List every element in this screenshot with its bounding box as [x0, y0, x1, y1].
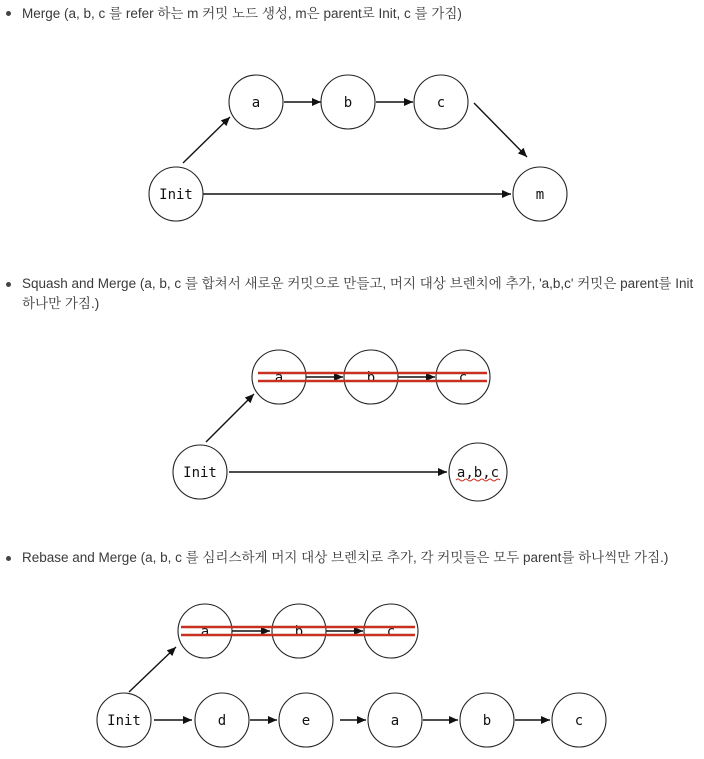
node-abc-label: a,b,c	[456, 465, 500, 481]
node-b-label: b	[366, 370, 376, 386]
squash-diagram	[173, 350, 507, 501]
edge-init-a	[183, 117, 230, 163]
node-init-label: Init	[107, 713, 141, 729]
node-a-label: a	[251, 95, 261, 111]
node-b-new-label: b	[482, 713, 492, 729]
node-init-label: Init	[159, 187, 193, 203]
node-e-label: e	[301, 713, 311, 729]
node-d-label: d	[217, 713, 227, 729]
node-b-old-label: b	[294, 624, 304, 640]
node-a-new-label: a	[390, 713, 400, 729]
node-m-label: m	[535, 187, 545, 203]
edge-init-a	[206, 394, 254, 442]
node-c-old-label: c	[386, 624, 396, 640]
node-c-label: c	[436, 95, 446, 111]
node-c-label: c	[458, 370, 468, 386]
section-rebase-text: Rebase and Merge (a, b, c 를 심리스하게 머지 대상 브렌치로 추가, 각 커밋들은 모두 parent를 하나씩만 가짐.)	[22, 550, 669, 565]
merge-diagram	[149, 75, 567, 221]
section-merge-text: Merge (a, b, c 를 refer 하는 m 커밋 노드 생성, m은 parent로 Init, c 를 가짐)	[22, 6, 462, 21]
edge-c-m	[474, 103, 527, 157]
rebase-diagram	[97, 604, 606, 747]
node-init-label: Init	[183, 465, 217, 481]
node-a-label: a	[274, 370, 284, 386]
node-b-label: b	[343, 95, 353, 111]
node-a-old-label: a	[200, 624, 210, 640]
node-c-new-label: c	[574, 713, 584, 729]
edge-init-a	[129, 647, 176, 692]
section-squash-text: Squash and Merge (a, b, c 를 합쳐서 새로운 커밋으로 만들고, 머지 대상 브렌치에 추가, 'a,b,c' 커밋은 parent를 Init 하나만 가짐.)	[22, 276, 694, 311]
